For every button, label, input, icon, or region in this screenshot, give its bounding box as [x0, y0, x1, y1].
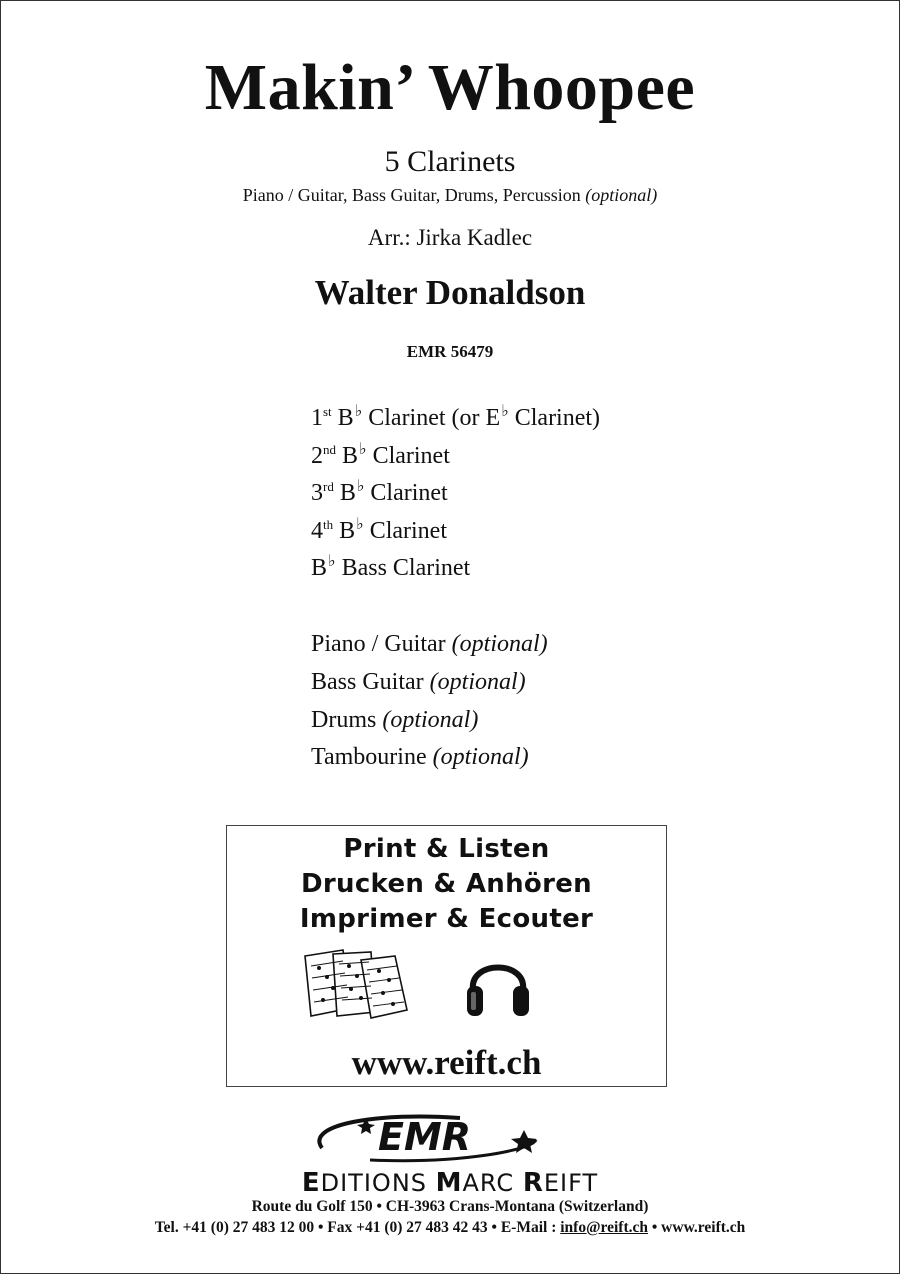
flat-sign: ♭ [356, 515, 364, 533]
optional-parts-list [311, 626, 548, 777]
headphones-icon [463, 950, 533, 1022]
promo-line-de: Drucken & Anhören [301, 869, 592, 899]
arranger-credit: Arr.: Jirka Kadlec [367, 225, 533, 250]
instrumentation-line [0, 185, 900, 206]
flat-sign: ♭ [328, 553, 336, 570]
catalog-number: EMR 56479 [406, 342, 494, 361]
optional-part-row [311, 702, 548, 740]
part-label: Bass Clarinet [335, 555, 471, 581]
publisher-name-part: M [435, 1168, 463, 1198]
part-number: 1 [311, 405, 323, 431]
contact-website: • www.reift.ch [648, 1219, 746, 1236]
sheet-music-icon [299, 946, 411, 1022]
publisher-address: Route du Golf 150 • CH-3963 Crans-Montana (Switzerland) [251, 1198, 649, 1215]
promo-line-fr: Imprimer & Ecouter [299, 904, 594, 934]
part-row [311, 475, 600, 513]
publisher-name-part: EIFT [543, 1169, 599, 1197]
promo-url[interactable]: www.reift.ch [351, 1043, 542, 1082]
optional-tag: (optional) [429, 668, 526, 695]
part-label-suffix: Clarinet) [508, 405, 601, 431]
publisher-name [0, 1168, 900, 1198]
publisher-name-part: R [522, 1168, 544, 1198]
composer-name: Walter Donaldson [314, 273, 586, 312]
flat-sign: ♭ [501, 403, 509, 420]
part-row [311, 438, 600, 476]
part-key: B [339, 517, 356, 544]
flat-sign: ♭ [359, 440, 367, 458]
emr-logo [310, 1110, 550, 1166]
publisher-contact [0, 1219, 900, 1237]
part-row [311, 513, 600, 551]
part-key: B [339, 480, 356, 506]
promo-line-en: Print & Listen [343, 834, 550, 864]
part-number: 3 [311, 480, 323, 506]
part-label: Clarinet [366, 442, 450, 469]
page-title: Makin’ Whoopee [204, 51, 696, 124]
part-ordinal: th [323, 516, 334, 532]
publisher-name-part: ARC [462, 1169, 523, 1197]
optional-tag: (optional) [382, 706, 479, 733]
part-ordinal: rd [323, 479, 334, 494]
optional-part-name: Drums [311, 706, 377, 733]
part-number: 2 [311, 442, 323, 469]
part-label: Clarinet [364, 480, 448, 506]
part-key: B [337, 405, 354, 431]
print-listen-box [226, 825, 667, 1087]
optional-part-name: Tambourine [311, 744, 427, 771]
part-key: B [342, 442, 359, 469]
instrumentation-optional: (optional) [585, 185, 658, 205]
flat-sign: ♭ [354, 403, 363, 420]
publisher-name-part: E [301, 1168, 321, 1198]
contact-phone-fax: Tel. +41 (0) 27 483 12 00 • Fax +41 (0) 27 483 42 43 • E-Mail : [154, 1219, 561, 1236]
part-row [311, 550, 600, 588]
optional-tag: (optional) [451, 631, 548, 657]
optional-part-name: Piano / Guitar [311, 631, 446, 657]
optional-part-row [311, 739, 548, 777]
publisher-name-part: DITIONS [320, 1169, 436, 1197]
instrumentation-text: Piano / Guitar, Bass Guitar, Drums, Percussion [242, 185, 581, 205]
flat-sign: ♭ [356, 478, 365, 495]
optional-part-row [311, 626, 548, 664]
parts-list [311, 400, 600, 588]
part-label: Clarinet (or E [362, 405, 501, 431]
optional-tag: (optional) [432, 744, 529, 771]
optional-part-name: Bass Guitar [311, 668, 424, 695]
part-label: Clarinet [363, 517, 447, 544]
email-link[interactable]: info@reift.ch [560, 1219, 648, 1236]
svg-text:EMR: EMR [378, 1115, 472, 1159]
part-row [311, 400, 600, 438]
part-ordinal: nd [323, 441, 336, 457]
part-key: B [311, 555, 328, 581]
part-ordinal: st [323, 404, 332, 419]
ensemble-subtitle: 5 Clarinets [384, 145, 516, 178]
part-number: 4 [311, 517, 323, 544]
optional-part-row [311, 664, 548, 702]
